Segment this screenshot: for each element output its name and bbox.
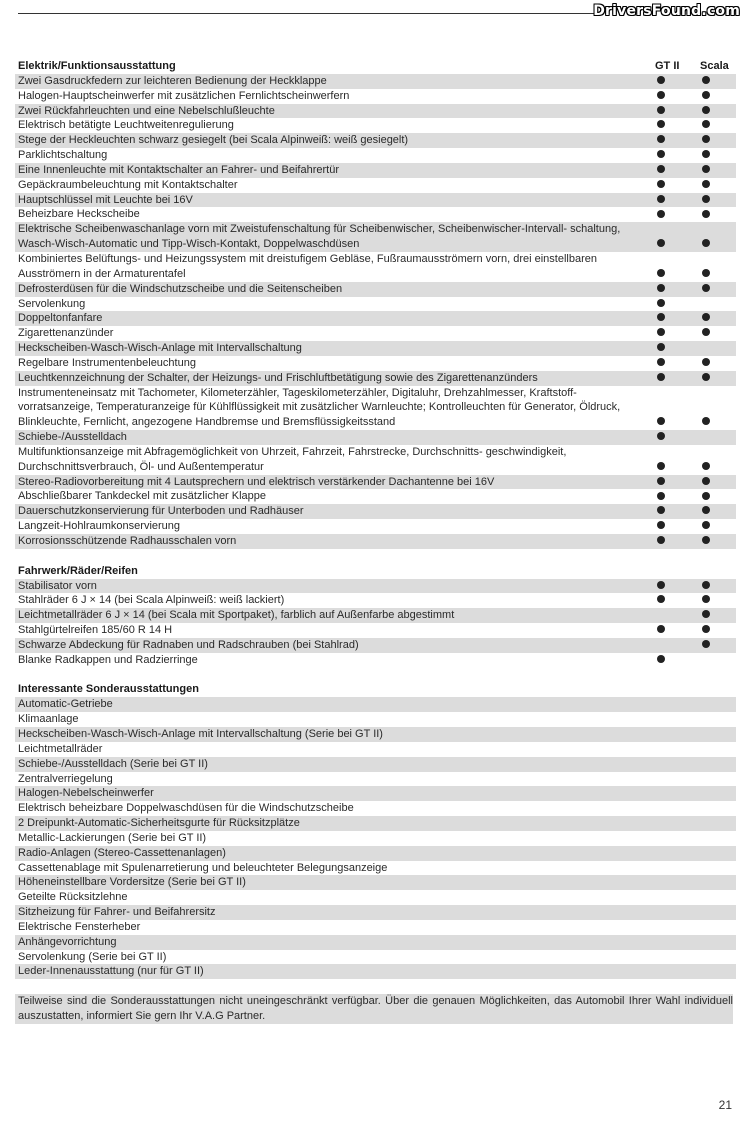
bullet-icon xyxy=(657,76,665,84)
equipment-list xyxy=(15,59,736,1024)
equipment-row xyxy=(15,875,736,890)
scala-availability xyxy=(696,178,716,193)
equipment-row xyxy=(15,222,736,252)
equipment-text: Stabilisator vorn xyxy=(18,579,97,592)
bullet-icon xyxy=(657,299,665,307)
bullet-icon xyxy=(657,462,665,470)
equipment-row xyxy=(15,653,736,668)
equipment-row xyxy=(15,207,736,222)
scala-availability xyxy=(696,163,716,178)
equipment-row xyxy=(15,445,736,475)
equipment-text: Servolenkung (Serie bei GT II) xyxy=(18,950,167,963)
bullet-icon xyxy=(657,358,665,366)
bullet-icon xyxy=(657,417,665,425)
bullet-icon xyxy=(657,477,665,485)
gt-availability xyxy=(651,163,671,178)
equipment-row xyxy=(15,89,736,104)
equipment-text: Beheizbare Heckscheibe xyxy=(18,208,140,221)
equipment-text: Elektrisch betätigte Leuchtweitenregulierung xyxy=(18,119,234,132)
scala-availability xyxy=(696,193,716,208)
equipment-row xyxy=(15,861,736,876)
equipment-row xyxy=(15,193,736,208)
gt-availability xyxy=(651,593,671,608)
equipment-text: Schiebe-/Ausstelldach (Serie bei GT II) xyxy=(18,757,208,770)
equipment-row xyxy=(15,935,736,950)
gt-availability xyxy=(651,133,671,148)
bullet-icon xyxy=(657,492,665,500)
equipment-text: Multifunktionsanzeige mit Abfragemöglichkeit von Uhrzeit, Fahrzeit, Fahrstrecke, Durchschnitts- geschwindigkeit, Durchschnittsverbrauch, Öl- und Außentemperatur xyxy=(18,445,567,473)
section-title: Elektrik/Funktionsausstattung xyxy=(18,60,176,72)
gt-availability xyxy=(651,371,671,386)
bullet-icon xyxy=(702,521,710,529)
gt-availability xyxy=(651,207,671,222)
equipment-row xyxy=(15,519,736,534)
bullet-icon xyxy=(657,135,665,143)
bullet-icon xyxy=(702,91,710,99)
equipment-text: Sitzheizung für Fahrer- und Beifahrersitz xyxy=(18,906,216,919)
equipment-row xyxy=(15,386,736,431)
bullet-icon xyxy=(657,239,665,247)
gt-availability xyxy=(651,311,671,326)
equipment-row xyxy=(15,593,736,608)
equipment-text: Defrosterdüsen für die Windschutzscheibe und die Seitenscheiben xyxy=(18,282,343,295)
section-gap xyxy=(15,668,736,683)
equipment-row xyxy=(15,475,736,490)
equipment-row xyxy=(15,148,736,163)
equipment-text: Halogen-Hauptscheinwerfer mit zusätzlichen Fernlichtscheinwerfern xyxy=(18,89,350,102)
bullet-icon xyxy=(702,284,710,292)
bullet-icon xyxy=(657,432,665,440)
gt-availability xyxy=(651,341,671,356)
equipment-row xyxy=(15,697,736,712)
scala-availability xyxy=(696,460,716,475)
gt-availability xyxy=(651,489,671,504)
bullet-icon xyxy=(657,195,665,203)
section-title: Fahrwerk/Räder/Reifen xyxy=(18,564,138,577)
section-gap xyxy=(15,979,736,994)
scala-availability xyxy=(696,371,716,386)
bullet-icon xyxy=(657,91,665,99)
scala-availability xyxy=(696,326,716,341)
bullet-icon xyxy=(702,595,710,603)
equipment-row xyxy=(15,311,736,326)
equipment-text: Elektrische Fensterheber xyxy=(18,920,141,933)
equipment-row xyxy=(15,846,736,861)
bullet-icon xyxy=(657,581,665,589)
gt-availability xyxy=(651,89,671,104)
equipment-row xyxy=(15,252,736,282)
bullet-icon xyxy=(702,462,710,470)
scala-availability xyxy=(696,207,716,222)
gt-availability xyxy=(651,430,671,445)
bullet-icon xyxy=(657,284,665,292)
scala-availability xyxy=(696,267,716,282)
bullet-icon xyxy=(702,506,710,514)
bullet-icon xyxy=(657,373,665,381)
bullet-icon xyxy=(657,625,665,633)
equipment-text: Langzeit-Hohlraumkonservierung xyxy=(18,520,181,533)
gt-availability xyxy=(651,118,671,133)
equipment-row xyxy=(15,964,736,979)
equipment-row xyxy=(15,816,736,831)
equipment-text: Leder-Innenausstattung (nur für GT II) xyxy=(18,965,204,978)
scala-availability xyxy=(696,489,716,504)
bullet-icon xyxy=(657,536,665,544)
scala-availability xyxy=(696,608,716,623)
equipment-row xyxy=(15,371,736,386)
equipment-text: Doppeltonfanfare xyxy=(18,312,103,325)
bullet-icon xyxy=(657,595,665,603)
column-header-gt: GT II xyxy=(655,60,680,72)
equipment-text: Klimaanlage xyxy=(18,713,79,726)
equipment-text: Leichtmetallräder xyxy=(18,742,103,755)
scala-availability xyxy=(696,89,716,104)
equipment-text: Heckscheiben-Wasch-Wisch-Anlage mit Intervallschaltung xyxy=(18,342,302,355)
bullet-icon xyxy=(702,328,710,336)
equipment-text: Korrosionsschützende Radhausschalen vorn xyxy=(18,535,237,548)
scala-availability xyxy=(696,356,716,371)
equipment-row xyxy=(15,786,736,801)
equipment-text: Schiebe-/Ausstelldach xyxy=(18,431,127,444)
equipment-row xyxy=(15,950,736,965)
equipment-row xyxy=(15,104,736,119)
equipment-text: Elektrische Scheibenwaschanlage vorn mit Zweistufenschaltung für Scheibenwischer, Scheibenwischer-Intervall- schaltung, Wasch-Wisch-Automatic und Tipp-Wisch-Kontakt, Doppelwaschdüsen xyxy=(18,223,621,251)
equipment-text: Instrumenteneinsatz mit Tachometer, Kilometerzähler, Tageskilometerzähler, Digitaluhr, Drehzahlmesser, Kraftstoff- vorratsanzeige, Temperaturanzeige für Kühlflüssigkeit mit zusätzlicher Warnleuchte; Kontrolleuchten für Generator, Öldruck, Blinkleuchte, Fernlicht, angezogene Handbremse und Bremsflüssigkeitsstand xyxy=(18,386,621,429)
equipment-text: Leuchtkennzeichnung der Schalter, der Heizungs- und Frischluftbetätigung sowie des Zigarettenanzünders xyxy=(18,371,538,384)
bullet-icon xyxy=(657,328,665,336)
bullet-icon xyxy=(702,477,710,485)
equipment-text: Stege der Heckleuchten schwarz gesiegelt (bei Scala Alpinweiß: weiß gesiegelt) xyxy=(18,134,409,147)
scala-availability xyxy=(696,475,716,490)
gt-availability xyxy=(651,267,671,282)
equipment-text: Servolenkung xyxy=(18,297,86,310)
equipment-text: Zentralverriegelung xyxy=(18,772,113,785)
equipment-row xyxy=(15,757,736,772)
equipment-row xyxy=(15,623,736,638)
gt-availability xyxy=(651,579,671,594)
scala-availability xyxy=(696,534,716,549)
bullet-icon xyxy=(702,536,710,544)
equipment-row xyxy=(15,772,736,787)
equipment-text: Stahlgürtelreifen 185/60 R 14 H xyxy=(18,624,173,637)
equipment-row xyxy=(15,163,736,178)
bullet-icon xyxy=(657,343,665,351)
section-header xyxy=(15,682,736,697)
top-rule xyxy=(18,13,604,14)
equipment-row xyxy=(15,282,736,297)
equipment-row xyxy=(15,133,736,148)
equipment-row xyxy=(15,742,736,757)
equipment-row xyxy=(15,920,736,935)
bullet-icon xyxy=(657,655,665,663)
equipment-text: Cassettenablage mit Spulenarretierung und beleuchteter Belegungsanzeige xyxy=(18,861,388,874)
equipment-row xyxy=(15,430,736,445)
equipment-text: Kombiniertes Belüftungs- und Heizungssystem mit dreistufigem Gebläse, Fußraumausströmern vorn, drei einstellbaren Ausströmern in der Armaturentafel xyxy=(18,252,597,280)
scala-availability xyxy=(696,311,716,326)
scala-availability xyxy=(696,593,716,608)
equipment-row xyxy=(15,118,736,133)
gt-availability xyxy=(651,104,671,119)
equipment-text: Blanke Radkappen und Radzierringe xyxy=(18,653,198,666)
gt-availability xyxy=(651,504,671,519)
bullet-icon xyxy=(702,373,710,381)
bullet-icon xyxy=(657,313,665,321)
gt-availability xyxy=(651,178,671,193)
equipment-row xyxy=(15,326,736,341)
equipment-text: Schwarze Abdeckung für Radnaben und Radschrauben (bei Stahlrad) xyxy=(18,638,359,651)
bullet-icon xyxy=(657,521,665,529)
equipment-text: Abschließbarer Tankdeckel mit zusätzlicher Klappe xyxy=(18,490,267,503)
bullet-icon xyxy=(702,195,710,203)
equipment-row xyxy=(15,297,736,312)
scala-availability xyxy=(696,118,716,133)
equipment-row xyxy=(15,178,736,193)
bullet-icon xyxy=(702,581,710,589)
gt-availability xyxy=(651,534,671,549)
bullet-icon xyxy=(657,180,665,188)
bullet-icon xyxy=(702,313,710,321)
scala-availability xyxy=(696,282,716,297)
scala-availability xyxy=(696,623,716,638)
gt-availability xyxy=(651,653,671,668)
bullet-icon xyxy=(657,269,665,277)
equipment-text: Stahlräder 6 J × 14 (bei Scala Alpinweiß: weiß lackiert) xyxy=(18,594,285,607)
equipment-row xyxy=(15,341,736,356)
gt-availability xyxy=(651,74,671,89)
scala-availability xyxy=(696,74,716,89)
equipment-row xyxy=(15,831,736,846)
equipment-text: Radio-Anlagen (Stereo-Cassettenanlagen) xyxy=(18,846,226,859)
scala-availability xyxy=(696,237,716,252)
bullet-icon xyxy=(702,239,710,247)
scala-availability xyxy=(696,519,716,534)
gt-availability xyxy=(651,297,671,312)
scala-availability xyxy=(696,415,716,430)
gt-availability xyxy=(651,237,671,252)
bullet-icon xyxy=(702,76,710,84)
section-header xyxy=(15,59,736,74)
equipment-text: Zwei Rückfahrleuchten und eine Nebelschlußleuchte xyxy=(18,104,275,117)
equipment-text: Heckscheiben-Wasch-Wisch-Anlage mit Intervallschaltung (Serie bei GT II) xyxy=(18,727,383,740)
scala-availability xyxy=(696,504,716,519)
equipment-text: Metallic-Lackierungen (Serie bei GT II) xyxy=(18,831,207,844)
bullet-icon xyxy=(657,165,665,173)
equipment-text: Geteilte Rücksitzlehne xyxy=(18,891,128,904)
gt-availability xyxy=(651,193,671,208)
gt-availability xyxy=(651,282,671,297)
gt-availability xyxy=(651,148,671,163)
scala-availability xyxy=(696,133,716,148)
scala-availability xyxy=(696,579,716,594)
equipment-row xyxy=(15,608,736,623)
bullet-icon xyxy=(657,150,665,158)
equipment-row xyxy=(15,638,736,653)
bullet-icon xyxy=(702,269,710,277)
section-gap xyxy=(15,549,736,564)
gt-availability xyxy=(651,460,671,475)
bullet-icon xyxy=(702,165,710,173)
bullet-icon xyxy=(702,150,710,158)
equipment-text: 2 Dreipunkt-Automatic-Sicherheitsgurte für Rücksitzplätze xyxy=(18,817,300,830)
equipment-row xyxy=(15,356,736,371)
equipment-row xyxy=(15,801,736,816)
gt-availability xyxy=(651,519,671,534)
bullet-icon xyxy=(702,358,710,366)
equipment-row xyxy=(15,579,736,594)
watermark: DriversFound.com xyxy=(593,3,740,19)
equipment-row xyxy=(15,905,736,920)
bullet-icon xyxy=(702,106,710,114)
equipment-row xyxy=(15,890,736,905)
bullet-icon xyxy=(702,120,710,128)
equipment-text: Elektrisch beheizbare Doppelwaschdüsen für die Windschutzscheibe xyxy=(18,802,354,815)
equipment-text: Parklichtschaltung xyxy=(18,149,108,162)
bullet-icon xyxy=(702,625,710,633)
column-header-scala: Scala xyxy=(700,60,729,72)
equipment-text: Zwei Gasdruckfedern zur leichteren Bedienung der Heckklappe xyxy=(18,74,327,87)
scala-availability xyxy=(696,104,716,119)
equipment-text: Halogen-Nebelscheinwerfer xyxy=(18,787,154,800)
equipment-row xyxy=(15,712,736,727)
equipment-row xyxy=(15,74,736,89)
bullet-icon xyxy=(657,120,665,128)
gt-availability xyxy=(651,623,671,638)
equipment-text: Gepäckraumbeleuchtung mit Kontaktschalter xyxy=(18,178,238,191)
equipment-row xyxy=(15,534,736,549)
bullet-icon xyxy=(657,210,665,218)
equipment-row xyxy=(15,489,736,504)
section-title: Interessante Sonderausstattungen xyxy=(18,683,199,696)
equipment-row xyxy=(15,727,736,742)
bullet-icon xyxy=(702,180,710,188)
equipment-text: Dauerschutzkonservierung für Unterboden und Radhäuser xyxy=(18,505,304,518)
equipment-text: Eine Innenleuchte mit Kontaktschalter an Fahrer- und Beifahrertür xyxy=(18,163,340,176)
bullet-icon xyxy=(702,640,710,648)
scala-availability xyxy=(696,148,716,163)
gt-availability xyxy=(651,356,671,371)
equipment-text: Leichtmetallräder 6 J × 14 (bei Scala mit Sportpaket), farblich auf Außenfarbe abgestimmt xyxy=(18,609,455,622)
equipment-text: Höheneinstellbare Vordersitze (Serie bei GT II) xyxy=(18,876,246,889)
bullet-icon xyxy=(702,492,710,500)
equipment-text: Anhängevorrichtung xyxy=(18,935,117,948)
scala-availability xyxy=(696,638,716,653)
page-number: 21 xyxy=(718,1098,732,1112)
equipment-text: Stereo-Radiovorbereitung mit 4 Lautsprechern und elektrisch verstärkender Dachantenne bei 16V xyxy=(18,475,495,488)
equipment-text: Regelbare Instrumentenbeleuchtung xyxy=(18,356,196,369)
equipment-text: Hauptschlüssel mit Leuchte bei 16V xyxy=(18,193,193,206)
equipment-row xyxy=(15,504,736,519)
bullet-icon xyxy=(702,417,710,425)
section-header xyxy=(15,564,736,579)
bullet-icon xyxy=(702,135,710,143)
bullet-icon xyxy=(657,106,665,114)
bullet-icon xyxy=(657,506,665,514)
gt-availability xyxy=(651,415,671,430)
equipment-text: Automatic-Getriebe xyxy=(18,698,113,711)
gt-availability xyxy=(651,475,671,490)
gt-availability xyxy=(651,326,671,341)
bullet-icon xyxy=(702,610,710,618)
footnote: Teilweise sind die Sonderausstattungen nicht uneingeschränkt verfügbar. Über die genauen Möglichkeiten, das Automobil Ihrer Wahl individuell auszustatten, informiert Sie gern Ihr V.A.G Partner. xyxy=(15,994,733,1024)
bullet-icon xyxy=(702,210,710,218)
equipment-text: Zigarettenanzünder xyxy=(18,327,114,340)
